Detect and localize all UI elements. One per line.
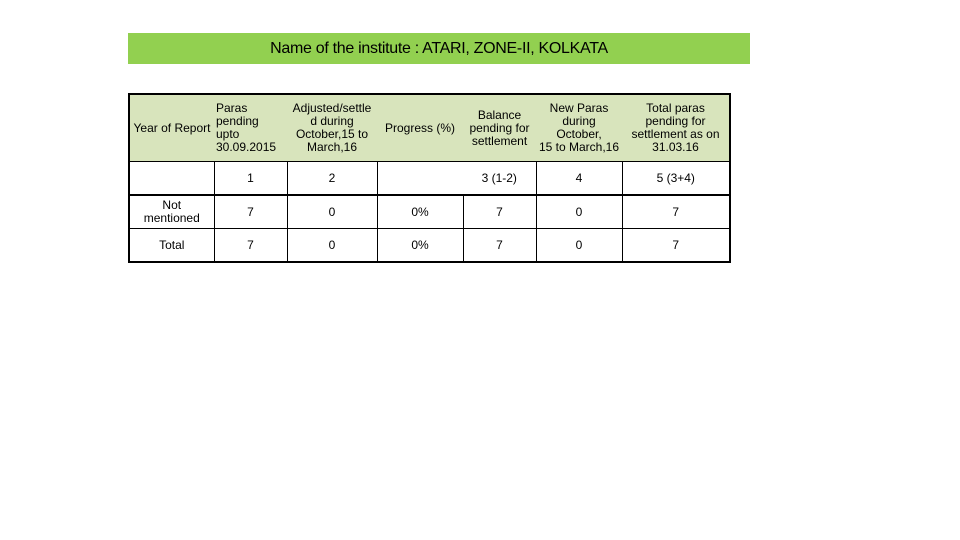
header-paras-pending: Paras pending upto 30.09.2015 [214,94,287,162]
header-total-paras-pending: Total paras pending for settlement as on 31.03.16 [622,94,730,162]
row-label-cell: Not mentioned [129,195,214,229]
colnum-cell: 4 [536,162,622,196]
table-cell: 7 [463,229,536,263]
table-cell: 7 [622,195,730,229]
header-balance-pending: Balance pending for settlement [463,94,536,162]
header-adjusted-settled: Adjusted/settle d during October,15 to March,16 [287,94,377,162]
header-year-of-report: Year of Report [129,94,214,162]
colnum-cell: 1 [214,162,287,196]
table-cell: 7 [214,229,287,263]
table-cell: 7 [622,229,730,263]
table-row [129,229,730,263]
institute-title: Name of the institute : ATARI, ZONE-II, KOLKATA [270,39,608,57]
colnum-cell [129,162,214,196]
column-number-row [129,162,730,196]
header-progress: Progress (%) [377,94,463,162]
table-cell: 7 [463,195,536,229]
table-cell: 0% [377,229,463,263]
table-cell: 0 [287,195,377,229]
table-cell: 7 [214,195,287,229]
paras-pending-table [128,93,731,263]
table-header-row [129,94,730,162]
table-row [129,195,730,229]
row-label-cell: Total [129,229,214,263]
table-cell: 0 [536,229,622,263]
colnum-cell: 2 [287,162,377,196]
colnum-cell [377,162,463,196]
table-cell: 0 [287,229,377,263]
colnum-cell: 5 (3+4) [622,162,730,196]
table-cell: 0 [536,195,622,229]
table-cell: 0% [377,195,463,229]
header-new-paras: New Paras during October, 15 to March,16 [536,94,622,162]
institute-title-banner [128,33,750,64]
colnum-cell: 3 (1-2) [481,170,517,185]
